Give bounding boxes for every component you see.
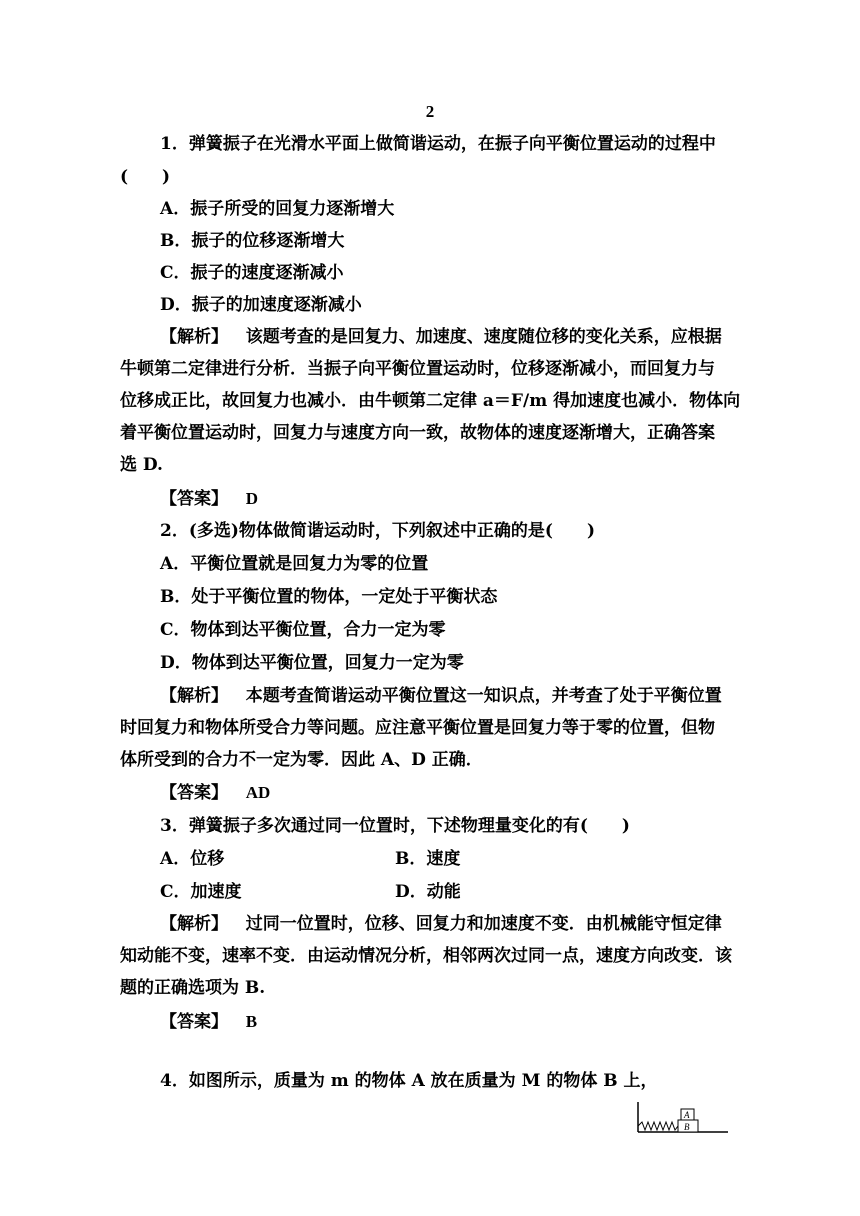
q2-analysis-line-1 [160,684,722,708]
q3-analysis-line-1 [160,912,722,936]
q1-analysis-text-1: 该题考查的是回复力、加速度、速度随位移的变化关系，应根据 [245,327,722,347]
q3-analysis-line-2: 知动能不变，速率不变．由运动情况分析，相邻两次过同一点，速度方向改变．该 [120,946,732,966]
spring-block-figure [630,1098,730,1138]
q2-answer-line [160,781,270,805]
q2-option-d: D．物体到达平衡位置，回复力一定为零 [160,653,464,673]
q3-analysis-text-1: 过同一位置时，位移、回复力和加速度不变．由机械能守恒定律 [245,914,722,934]
q2-option-b: B．处于平衡位置的物体，一定处于平衡状态 [160,587,498,607]
q1-analysis-line-1 [160,325,722,349]
q3-answer-line [160,1010,257,1034]
q2-answer-tag: 【答案】 [160,783,228,803]
q3-answer: B [245,1012,258,1031]
block-a-label: A [684,1110,690,1120]
q3-option-b: B．速度 [395,849,461,869]
q4-stem: 4．如图所示，质量为 m 的物体 A 放在质量为 M 的物体 B 上， [160,1071,658,1091]
q1-analysis-line-4: 着平衡位置运动时，回复力与速度方向一致，故物体的速度逐渐增大，正确答案 [120,423,715,443]
spring-icon [638,1122,678,1130]
q2-option-c: C．物体到达平衡位置，合力一定为零 [160,620,446,640]
q1-option-b: B．振子的位移逐渐增大 [160,231,345,251]
page-number: 2 [425,102,435,121]
q1-answer-tag: 【答案】 [160,489,228,509]
q1-stem-line-2: ( ) [120,167,171,187]
q1-analysis-line-5: 选 D. [120,455,163,475]
q1-analysis-line-2: 牛顿第二定律进行分析．当振子向平衡位置运动时，位移逐渐减小，而回复力与 [120,359,715,379]
q3-option-d: D．动能 [395,882,461,902]
q1-stem-line-1: 1．弹簧振子在光滑水平面上做简谐运动，在振子向平衡位置运动的过程中 [160,134,716,154]
q3-analysis-line-3: 题的正确选项为 B. [120,978,266,998]
q1-answer: D [245,489,259,508]
q2-stem: 2．(多选)物体做简谐运动时，下列叙述中正确的是( ) [160,521,596,541]
q2-answer: AD [245,783,271,802]
q1-answer-line [160,487,258,511]
q3-answer-tag: 【答案】 [160,1012,228,1032]
q1-analysis-line-3: 位移成正比，故回复力也减小．由牛顿第二定律 a＝F/m 得加速度也减小．物体向 [120,391,741,411]
block-b-label: B [684,1122,690,1132]
q2-analysis-line-2: 时回复力和物体所受合力等问题。应注意平衡位置是回复力等于零的位置，但物 [120,718,715,738]
q3-option-c: C．加速度 [160,882,242,902]
q3-analysis-tag: 【解析】 [160,914,228,934]
q1-option-d: D．振子的加速度逐渐减小 [160,295,362,315]
q1-analysis-tag: 【解析】 [160,327,228,347]
q1-option-a: A．振子所受的回复力逐渐增大 [160,199,395,219]
q2-option-a: A．平衡位置就是回复力为零的位置 [160,554,429,574]
q2-analysis-tag: 【解析】 [160,686,228,706]
q2-analysis-text-1: 本题考查简谐运动平衡位置这一知识点，并考查了处于平衡位置 [245,686,722,706]
q1-option-c: C．振子的速度逐渐减小 [160,263,344,283]
q3-stem: 3．弹簧振子多次通过同一位置时，下述物理量变化的有( ) [160,816,630,836]
q2-analysis-line-3: 体所受到的合力不一定为零．因此 A、D 正确． [120,750,483,770]
q3-option-a: A．位移 [160,849,225,869]
